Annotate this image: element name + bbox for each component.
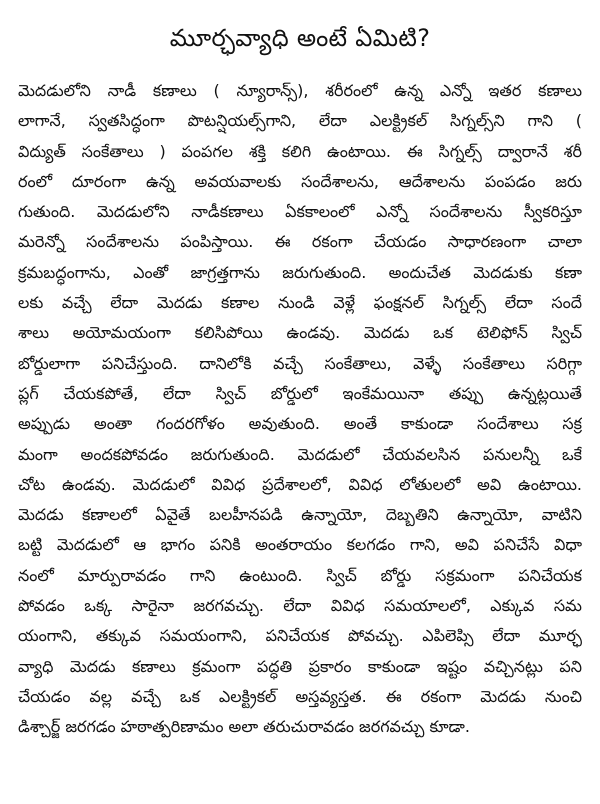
text-line: శాలు అయోమయంగా కలిసిపోయి ఉండవు. మెదడు ఒక టెలిఫోన్ స్విచ్ (18, 323, 582, 343)
text-line: బట్టి మెదడులో ఆ భాగం పనికి అంతరాయం కలగడం గాని, అవి పనిచేసే విధా (18, 535, 582, 555)
text-line: మరెన్నో సందేశాలను పంపిస్తాయి. ఈ రకంగా చేయడం సాధారణంగా చాలా (18, 232, 582, 252)
body-text (18, 76, 582, 743)
text-line: చోట ఉండవు. మెదడులో వివిధ ప్రదేశాలలో, వివిధ లోతులలో అవి ఉంటాయి. (18, 474, 582, 494)
text-line: వ్యాధి మెదడు కణాలు క్రమంగా పద్ధతి ప్రకారం కాకుండా ఇష్టం వచ్చినట్లు పని (18, 656, 582, 676)
text-line: పోవడం ఒక్క సారైనా జరగవచ్చు. లేదా వివిధ సమయాలలో, ఎక్కువ సమ (18, 596, 582, 616)
text-line: ప్లగ్ చేయకపోతే, లేదా స్విచ్ బోర్డులో ఇంకేమయినా తప్పు ఉన్నట్లయితే (18, 383, 582, 403)
text-line: రంలో దూరంగా ఉన్న అవయవాలకు సందేశాలను, ఆదేశాలను పంపడం జరు (18, 171, 582, 191)
text-line: మంగా అందకపోవడం జరుగుతుంది. మెదడులో చేయవలసిన పనులన్నీ ఒకే (18, 444, 582, 464)
page-title: మూర్ఛవ్యాధి అంటే ఏమిటి? (169, 24, 431, 52)
text-line: బోర్డులాగా పనిచేస్తుంది. దానిలోకి వచ్చే సంకేతాలు, వెళ్ళే సంకేతాలు సరిగ్గా (18, 353, 582, 373)
text-line: విద్యుత్ సంకేతాలు ) పంపగల శక్తి కలిగి ఉంటాయి. ఈ సిగ్నల్స్ ద్వారానే శరీ (18, 141, 582, 161)
text-line: నంలో మార్పురావడం గాని ఉంటుంది. స్విచ్ బోర్డు సక్రమంగా పనిచేయక (18, 565, 582, 585)
text-line: లాగానే, స్వతసిద్ధంగా పొటన్షియల్స్‌గాని, లేదా ఎలక్ట్రికల్ సిగ్నల్స్‌ని గాని ( (18, 111, 582, 131)
text-line: యంగాని, తక్కువ సమయంగాని, పనిచేయక పోవచ్చు. ఎపిలెప్సి లేదా మూర్ఛ (18, 626, 582, 646)
text-line: గుతుంది. మెదడులోని నాడీకణాలు ఏకకాలంలో ఎన్నో సందేశాలను స్వీకరిస్తూ (18, 202, 582, 222)
text-line: మెదడులోని నాడీ కణాలు ( న్యూరాన్స్), శరీరంలో ఉన్న ఎన్నో ఇతర కణాలు (18, 81, 582, 100)
text-line: అప్పుడు అంతా గందరగోళం అవుతుంది. అంతే కాకుండా సందేశాలు సక్ర (18, 414, 582, 434)
text-line: క్రమబద్ధంగాను, ఎంతో జాగ్రత్తగాను జరుగుతుంది. అందుచేత మెదడుకు కణా (18, 262, 582, 282)
text-line: లకు వచ్చే లేదా మెదడు కణాల నుండి వెళ్లే ఫంక్షనల్ సిగ్నల్స్ లేదా సందే (18, 293, 582, 313)
text-line: చేయడం వల్ల వచ్చే ఒక ఎలక్ట్రికల్ అస్తవ్యస్తత. ఈ రకంగా మెదడు నుంచి (18, 686, 582, 706)
text-line: మెదడు కణాలలో ఏవైతే బలహీనపడి ఉన్నాయో, దెబ్బతిని ఉన్నాయో, వాటిని (18, 505, 582, 525)
text-line: డిశ్చార్జ్ జరగడం హఠాత్పరిణామం అలా తరుచురావడం జరగవచ్చు కూడా. (18, 717, 470, 737)
